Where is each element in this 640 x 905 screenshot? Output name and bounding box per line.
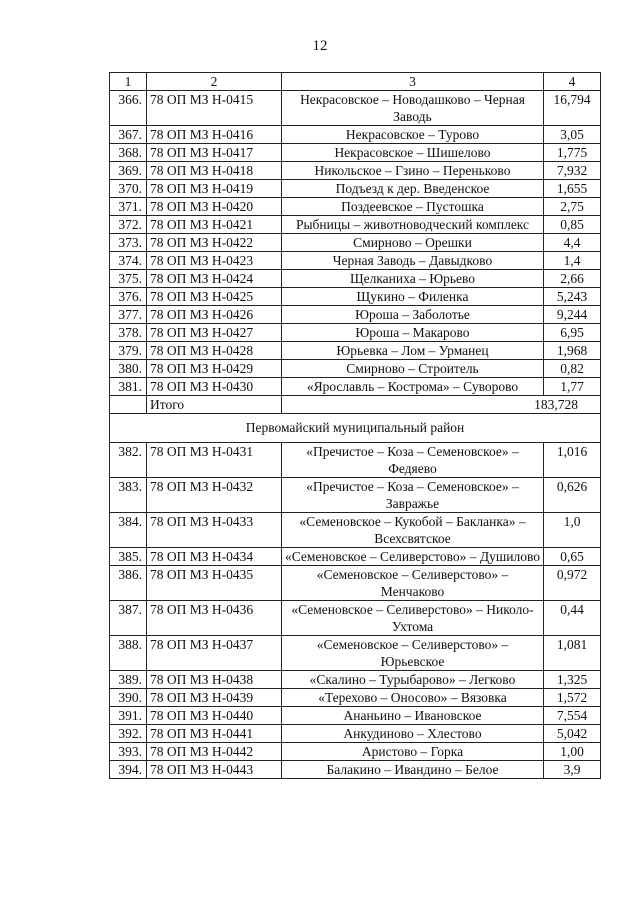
road-name: «Семеновское – Селиверстово» – Менчаково xyxy=(282,566,544,601)
road-length: 4,4 xyxy=(544,234,601,252)
row-number: 375. xyxy=(110,270,147,288)
road-length: 0,626 xyxy=(544,478,601,513)
road-code: 78 ОП МЗ Н-0440 xyxy=(147,707,282,725)
road-code: 78 ОП МЗ Н-0436 xyxy=(147,601,282,636)
table-row xyxy=(110,548,601,566)
road-length: 5,042 xyxy=(544,725,601,743)
row-number: 387. xyxy=(110,601,147,636)
table-row xyxy=(110,443,601,478)
table-row xyxy=(110,270,601,288)
table-row xyxy=(110,144,601,162)
table-row xyxy=(110,91,601,126)
row-number: 369. xyxy=(110,162,147,180)
row-number: 368. xyxy=(110,144,147,162)
road-length: 1,4 xyxy=(544,252,601,270)
road-name: Юрьевка – Лом – Урманец xyxy=(282,342,544,360)
road-name: Анкудиново – Хлестово xyxy=(282,725,544,743)
road-code: 78 ОП МЗ Н-0418 xyxy=(147,162,282,180)
table-row xyxy=(110,725,601,743)
table-row xyxy=(110,671,601,689)
road-length: 1,0 xyxy=(544,513,601,548)
road-length: 1,325 xyxy=(544,671,601,689)
road-code: 78 ОП МЗ Н-0439 xyxy=(147,689,282,707)
road-code: 78 ОП МЗ Н-0415 xyxy=(147,91,282,126)
table-row xyxy=(110,306,601,324)
row-number: 390. xyxy=(110,689,147,707)
table-row xyxy=(110,252,601,270)
row-number: 377. xyxy=(110,306,147,324)
road-code: 78 ОП МЗ Н-0424 xyxy=(147,270,282,288)
road-code: 78 ОП МЗ Н-0442 xyxy=(147,743,282,761)
road-length: 3,05 xyxy=(544,126,601,144)
row-number: 394. xyxy=(110,761,147,779)
row-number: 382. xyxy=(110,443,147,478)
table-row xyxy=(110,707,601,725)
table-row xyxy=(110,162,601,180)
road-code: 78 ОП МЗ Н-0425 xyxy=(147,288,282,306)
road-code: 78 ОП МЗ Н-0426 xyxy=(147,306,282,324)
road-name: Щелканиха – Юрьево xyxy=(282,270,544,288)
road-code: 78 ОП МЗ Н-0429 xyxy=(147,360,282,378)
road-name: «Семеновское – Селиверстово» – Юрьевское xyxy=(282,636,544,671)
road-code: 78 ОП МЗ Н-0430 xyxy=(147,378,282,396)
road-name: Рыбницы – животноводческий комплекс xyxy=(282,216,544,234)
road-code: 78 ОП МЗ Н-0420 xyxy=(147,198,282,216)
road-code: 78 ОП МЗ Н-0422 xyxy=(147,234,282,252)
road-code: 78 ОП МЗ Н-0441 xyxy=(147,725,282,743)
row-number: 372. xyxy=(110,216,147,234)
road-length: 0,44 xyxy=(544,601,601,636)
road-length: 1,775 xyxy=(544,144,601,162)
road-code: 78 ОП МЗ Н-0417 xyxy=(147,144,282,162)
road-length: 0,972 xyxy=(544,566,601,601)
table-row xyxy=(110,126,601,144)
table-row xyxy=(110,180,601,198)
row-number: 373. xyxy=(110,234,147,252)
row-number: 374. xyxy=(110,252,147,270)
road-code: 78 ОП МЗ Н-0427 xyxy=(147,324,282,342)
road-name: «Пречистое – Коза – Семеновское» – Завражье xyxy=(282,478,544,513)
road-length: 1,081 xyxy=(544,636,601,671)
row-number: 367. xyxy=(110,126,147,144)
column-header-1: 1 xyxy=(110,73,147,91)
road-name: Юроша – Макарово xyxy=(282,324,544,342)
row-number: 385. xyxy=(110,548,147,566)
road-name: Некрасовское – Шишелово xyxy=(282,144,544,162)
road-name: «Ярославль – Кострома» – Суворово xyxy=(282,378,544,396)
table-row xyxy=(110,601,601,636)
road-code: 78 ОП МЗ Н-0434 xyxy=(147,548,282,566)
road-length: 9,244 xyxy=(544,306,601,324)
table-row xyxy=(110,342,601,360)
row-number: 379. xyxy=(110,342,147,360)
table-row xyxy=(110,689,601,707)
row-number: 370. xyxy=(110,180,147,198)
table-row xyxy=(110,360,601,378)
road-length: 7,554 xyxy=(544,707,601,725)
total-row xyxy=(110,396,601,414)
table-row xyxy=(110,478,601,513)
table-row xyxy=(110,636,601,671)
road-code: 78 ОП МЗ Н-0423 xyxy=(147,252,282,270)
road-code: 78 ОП МЗ Н-0428 xyxy=(147,342,282,360)
road-code: 78 ОП МЗ Н-0419 xyxy=(147,180,282,198)
road-code: 78 ОП МЗ Н-0432 xyxy=(147,478,282,513)
road-length: 1,00 xyxy=(544,743,601,761)
road-name: Смирново – Орешки xyxy=(282,234,544,252)
road-name: Поздеевское – Пустошка xyxy=(282,198,544,216)
road-length: 1,655 xyxy=(544,180,601,198)
column-header-2: 2 xyxy=(147,73,282,91)
column-header-4: 4 xyxy=(544,73,601,91)
road-name: Некрасовское – Новодашково – Черная Заводь xyxy=(282,91,544,126)
column-header-3: 3 xyxy=(282,73,544,91)
road-length: 0,65 xyxy=(544,548,601,566)
road-length: 1,572 xyxy=(544,689,601,707)
total-empty-cell xyxy=(110,396,147,414)
road-name: «Скалино – Турыбарово» – Легково xyxy=(282,671,544,689)
road-length: 6,95 xyxy=(544,324,601,342)
road-name: Никольское – Гзино – Переньково xyxy=(282,162,544,180)
road-code: 78 ОП МЗ Н-0416 xyxy=(147,126,282,144)
table-row xyxy=(110,761,601,779)
row-number: 371. xyxy=(110,198,147,216)
section-title: Первомайский муниципальный район xyxy=(110,414,601,443)
road-length: 5,243 xyxy=(544,288,601,306)
road-length: 0,82 xyxy=(544,360,601,378)
road-length: 1,016 xyxy=(544,443,601,478)
road-code: 78 ОП МЗ Н-0435 xyxy=(147,566,282,601)
table-row xyxy=(110,378,601,396)
roads-table xyxy=(109,72,601,779)
row-number: 380. xyxy=(110,360,147,378)
section-row xyxy=(110,414,601,443)
road-length: 16,794 xyxy=(544,91,601,126)
road-length: 1,968 xyxy=(544,342,601,360)
row-number: 381. xyxy=(110,378,147,396)
road-length: 7,932 xyxy=(544,162,601,180)
row-number: 378. xyxy=(110,324,147,342)
total-label: Итого xyxy=(147,396,282,414)
table-row xyxy=(110,234,601,252)
row-number: 388. xyxy=(110,636,147,671)
road-name: Смирново – Строитель xyxy=(282,360,544,378)
road-name: Черная Заводь – Давыдково xyxy=(282,252,544,270)
table-row xyxy=(110,513,601,548)
row-number: 384. xyxy=(110,513,147,548)
table-row xyxy=(110,288,601,306)
road-name: Ананьино – Ивановское xyxy=(282,707,544,725)
road-name: Подъезд к дер. Введенское xyxy=(282,180,544,198)
table-row xyxy=(110,743,601,761)
road-name: «Семеновское – Селиверстово» – Николо-Ухтома xyxy=(282,601,544,636)
road-name: Балакино – Ивандино – Белое xyxy=(282,761,544,779)
roads-table-body xyxy=(110,73,601,779)
row-number: 376. xyxy=(110,288,147,306)
table-row xyxy=(110,324,601,342)
road-name: Некрасовское – Турово xyxy=(282,126,544,144)
total-value: 183,728 xyxy=(282,396,601,414)
road-code: 78 ОП МЗ Н-0437 xyxy=(147,636,282,671)
road-name: «Семеновское – Кукобой – Бакланка» – Всехсвятское xyxy=(282,513,544,548)
row-number: 386. xyxy=(110,566,147,601)
road-code: 78 ОП МЗ Н-0433 xyxy=(147,513,282,548)
road-code: 78 ОП МЗ Н-0421 xyxy=(147,216,282,234)
road-length: 0,85 xyxy=(544,216,601,234)
table-row xyxy=(110,216,601,234)
road-name: Щукино – Филенка xyxy=(282,288,544,306)
row-number: 389. xyxy=(110,671,147,689)
table-header-row xyxy=(110,73,601,91)
row-number: 391. xyxy=(110,707,147,725)
row-number: 366. xyxy=(110,91,147,126)
table-row xyxy=(110,566,601,601)
road-length: 2,75 xyxy=(544,198,601,216)
road-code: 78 ОП МЗ Н-0431 xyxy=(147,443,282,478)
road-code: 78 ОП МЗ Н-0443 xyxy=(147,761,282,779)
road-code: 78 ОП МЗ Н-0438 xyxy=(147,671,282,689)
road-name: «Семеновское – Селиверстово» – Душилово xyxy=(282,548,544,566)
road-name: Аристово – Горка xyxy=(282,743,544,761)
road-length: 1,77 xyxy=(544,378,601,396)
road-name: Юроша – Заболотье xyxy=(282,306,544,324)
row-number: 383. xyxy=(110,478,147,513)
road-length: 3,9 xyxy=(544,761,601,779)
table-row xyxy=(110,198,601,216)
row-number: 392. xyxy=(110,725,147,743)
road-name: «Пречистое – Коза – Семеновское» – Федяево xyxy=(282,443,544,478)
road-length: 2,66 xyxy=(544,270,601,288)
row-number: 393. xyxy=(110,743,147,761)
page-number: 12 xyxy=(312,38,328,54)
road-name: «Терехово – Оносово» – Вязовка xyxy=(282,689,544,707)
